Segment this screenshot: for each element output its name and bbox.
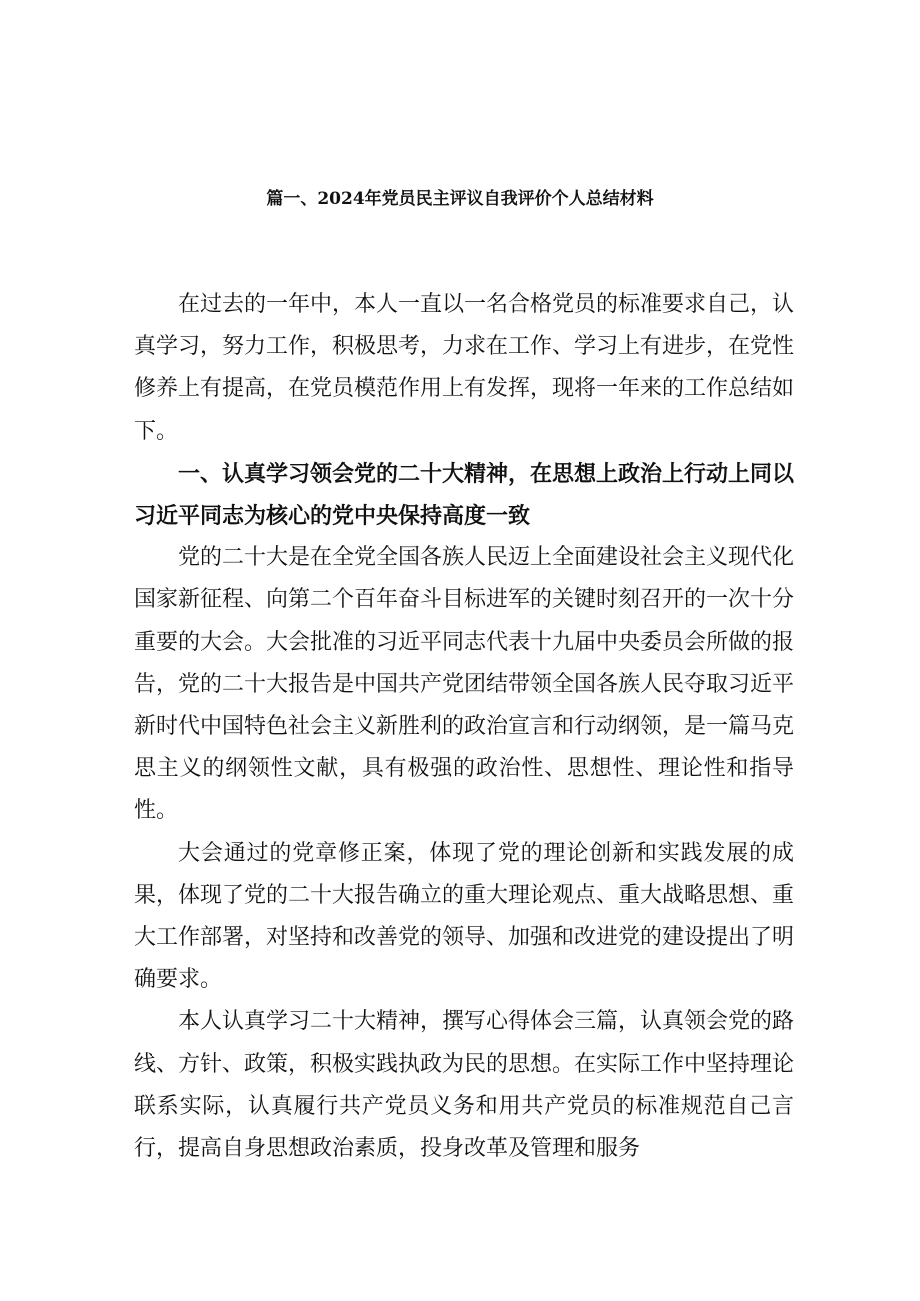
document-title: 篇一、2024年党员民主评议自我评价个人总结材料 [266, 189, 654, 209]
body-paragraph-2: 大会通过的党章修正案，体现了党的理论创新和实践发展的成果，体现了党的二十大报告确立的重大理论观点、重大战略思想、重大工作部署，对坚持和改善党的领导、加强和改进党的建设提出了明确要求。 [134, 840, 795, 993]
document-body [134, 284, 794, 1170]
body-paragraph-1: 党的二十大是在全党全国各族人民迈上全面建设社会主义现代化国家新征程、向第二个百年奋斗目标进军的关键时刻召开的一次十分重要的大会。大会批准的习近平同志代表十九届中央委员会所做的报告，党的二十大报告是中国共产党团结带领全国各族人民夺取习近平新时代中国特色社会主义新胜利的政治宣言和行动纲领，是一篇马克思主义的纲领性文献，具有极强的政治性、思想性、理论性和指导性。 [134, 545, 795, 824]
intro-paragraph: 在过去的一年中，本人一直以一名合格党员的标准要求自己，认真学习，努力工作，积极思考，力求在工作、学习上有进步，在党性修养上有提高，在党员模范作用上有发挥，现将一年来的工作总结如下。 [134, 292, 795, 444]
section-heading-1: 一、认真学习领会党的二十大精神，在思想上政治上行动上同以习近平同志为核心的党中央保持高度一致 [134, 460, 795, 530]
body-paragraph-3: 本人认真学习二十大精神，撰写心得体会三篇，认真领会党的路线、方针、政策，积极实践执政为民的思想。在实际工作中坚持理论联系实际，认真履行共产党员义务和用共产党员的标准规范自己言行，提高自身思想政治素质，投身改革及管理和服务 [134, 1009, 795, 1162]
